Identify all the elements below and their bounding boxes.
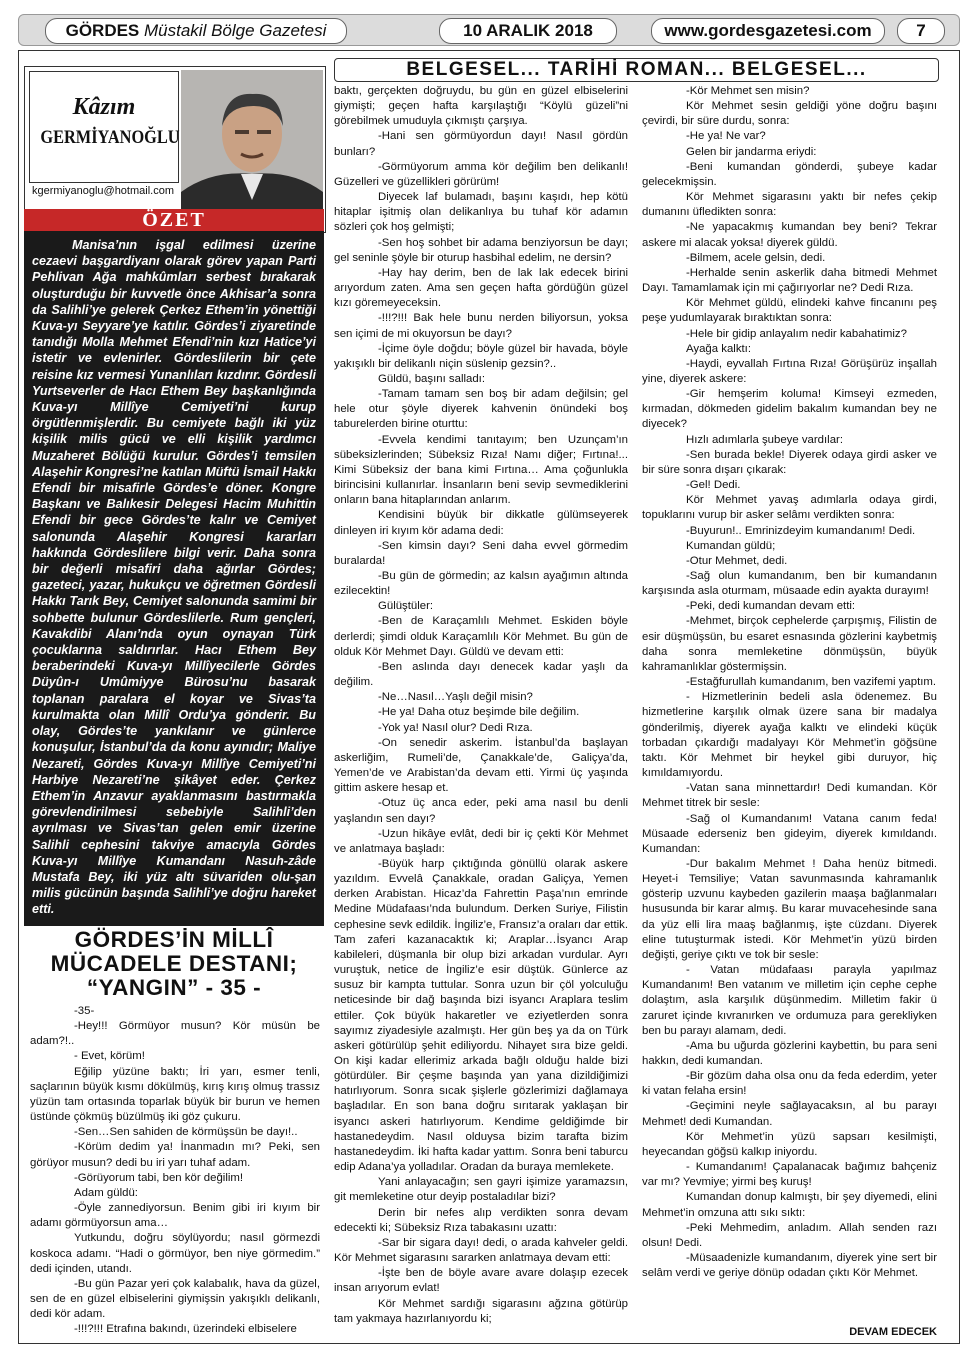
article-paragraph: -Sağ ol Kumandanım! Vatana canım feda! Müsaade ederseniz ben gideyim, diyerek kımıldandı. Kumandan: bbox=[642, 812, 937, 855]
paper-subtitle: Müstakil Bölge Gazetesi bbox=[144, 21, 327, 40]
page-header bbox=[18, 14, 960, 46]
article-paragraph: -Sar bir sigara dayı! dedi, o arada kahveler geldi. Kör Mehmet sigarasını sararken anlatmaya devam etti: bbox=[334, 1236, 628, 1265]
issue-date: 10 ARALIK 2018 bbox=[439, 18, 617, 44]
article-paragraph: -Bilmem, acele gelsin, dedi. bbox=[686, 251, 826, 264]
article-paragraph: Kumandan donup kalmıştı, bir şey diyemedi, elini Mehmet’in omzuna attı sıkı sıktı: bbox=[642, 1191, 937, 1219]
article-paragraph: -Görmüyorum amma kör değilim ben delikanlı! Güzelleri ve güzellikleri görürüm! bbox=[334, 160, 628, 188]
section-banner: BELGESEL... TARİHİ ROMAN... BELGESEL... bbox=[334, 58, 939, 82]
article-paragraph: -Sen kimsin dayı? Seni daha evvel görmedim buralarda! bbox=[334, 539, 628, 567]
author-portrait-icon bbox=[181, 70, 323, 222]
article-paragraph: -Geçimini neyle sağlayacaksın, al bu parayı Mehmet! dedi Kumandan. bbox=[642, 1100, 937, 1128]
series-title-line1: GÖRDES’İN MİLLÎ bbox=[74, 927, 274, 952]
article-paragraph: -Estağfurullah kumandanım, ben vazifemi yaptım. bbox=[686, 676, 937, 689]
page-number: 7 bbox=[897, 18, 945, 44]
article-paragraph: -Ben aslında dayı denecek kadar yaşlı da değilim. bbox=[334, 660, 628, 689]
article-paragraph: -Hele bir gidip anlayalım nedir kabahatimiz? bbox=[686, 327, 907, 340]
article-paragraph: -Hani sen görmüyordun dayı! Nasıl gördün bunları? bbox=[334, 130, 628, 158]
article-paragraph: -He ya! Daha otuz beşimde bile değilim. bbox=[378, 706, 580, 719]
article-paragraph: -Uzun hikâye evlât, dedi bir iç çekti Kör Mehmet ve anlatmaya başladı: bbox=[334, 827, 628, 855]
article-paragraph: - Vatan müdafaası parayla yapılmaz Kumandanım! Ben vatanım ve milletim için cephe cephe dolaştım, asla karşılık düşünmedim. Milletim fakir ü zaruret içinde kıvranırken ve ordumuza para gerekliyken ben bu parayı alamam, dedi. bbox=[642, 964, 937, 1037]
article-paragraph: -İşte ben de böyle avare avare dolaşıp ezecek insan arıyorum evlat! bbox=[334, 1267, 628, 1295]
article-column-2 bbox=[334, 84, 628, 1340]
article-paragraph: -Görüyorum tabi, ben kör değilim! bbox=[74, 1171, 244, 1184]
article-paragraph: -Müsaadenizle kumandanım, diyerek yine sert bir selâm verdi ve geriye dönüp odadan çıktı Kör Mehmet. bbox=[642, 1252, 937, 1280]
article-paragraph: Ayağa kalktı: bbox=[686, 342, 752, 355]
article-paragraph: Güldü, başını salladı: bbox=[378, 372, 486, 385]
article-paragraph: Kör Mehmet yavaş adımlarla odaya girdi, topuklarını vurup bir asker selâmı verdikten sonra: bbox=[642, 494, 937, 522]
article-paragraph: -On senedir askerim. İstanbul’da başlayan askerliğim, Rumeli’de, Çanakkale’de, Galiçya’da, Yemen’de ve Arabistan’da devam etti. Yirmi üç yaşında gittim askere hesap et. bbox=[334, 736, 628, 795]
article-column-1 bbox=[30, 1004, 320, 1336]
summary-title: ÖZET bbox=[24, 209, 324, 231]
article-paragraph: -Körüm dedim ya! İnanmadın mı? Peki, sen görüyor musun? dedi bu iri yarı tuhaf adam. bbox=[30, 1141, 320, 1169]
series-title-line2: MÜCADELE DESTANI; bbox=[50, 951, 298, 976]
article-paragraph: Kör Mehmet güldü, elindeki kahve fincanını peş peşe yudumlayarak bıraktıktan sonra: bbox=[642, 297, 937, 325]
article-paragraph: -Ne…Nasıl…Yaşlı değil misin? bbox=[378, 691, 533, 704]
article-paragraph: -Gel! Dedi. bbox=[686, 479, 741, 492]
article-paragraph: Diyecek laf bulamadı, başını kaşıdı, hep kötü hitaplar işitmiş olan delikanlıya bu tuhaf kör adamın sözleri çok hoş gelmişti; bbox=[334, 191, 628, 234]
article-paragraph: -Ben de Karaçamlılı Mehmet. Eskiden böyle derlerdi; şimdi olduk Karaçamlılı Kör Mehmet. Bu gün de olduk Kör Mehmet Dayı. Güldü ve devam etti: bbox=[334, 615, 628, 658]
article-paragraph: Kumandan güldü; bbox=[686, 539, 776, 552]
continued-note: DEVAM EDECEK bbox=[849, 1326, 937, 1338]
article-paragraph: -Haydi, eyvallah Fırtına Rıza! Görüşürüz inşallah yine, diyerek askere: bbox=[642, 357, 937, 385]
article-column-3 bbox=[642, 84, 937, 1320]
article-paragraph: -Evvela kendimi tanıtayım; ben Uzunçam’ın sübeksizlerinden; Sübeksiz Rıza! Namı diğer; Fırtına!... Kimi Sübeksiz der bana kimi Fırtına… Ama çoğunlukla birincisini kullanırlar. İnsanların beni sevip sevmediklerini onların bana hitaplarından anlarım. bbox=[334, 433, 628, 507]
article-paragraph: -Sağ olun kumandanım, ben bir kumandanın karşısında asla oturmam, müsaade edin ayakta durayım! bbox=[642, 570, 937, 598]
article-paragraph: -Öyle zannediyorsun. Benim gibi iri kıyım bir adamı görmüyorsun ama… bbox=[30, 1202, 320, 1230]
article-paragraph: -Otur Mehmet, dedi. bbox=[686, 554, 788, 567]
article-paragraph: -Ama bu uğurda gözlerini kaybettin, bu para seni hakkın, dedi kumandan. bbox=[642, 1039, 937, 1067]
article-paragraph: -Bu gün Pazar yeri çok kalabalık, hava da güzel, sen de en güzel elbiselerini giymişsin yakışıklı delikanlı, dedi kör adam. bbox=[30, 1277, 320, 1321]
article-paragraph: -Otuz üç anca eder, peki ama nasıl bu denli yaşlandın sen dayı? bbox=[334, 797, 628, 825]
article-paragraph: -Yok ya! Nasıl olur? Dedi Rıza. bbox=[378, 721, 533, 734]
article-paragraph: -Dur bakalım Mehmet ! Daha henüz bitmedi. Heyet-i Temsiliye; Vatan savunmasında kahramanlık gösterip uzvunu kaybeden gazilerin maaşa bağlanmaları hususunda bir karar almış. Bu karar muvacehesinde sana da yüz elli lira maaş bağlanmış, işte cüzdanı. Diyerek eline tutuşturmak istedi. Kör Mehmet’in yüzü birden değişti, geriye çıktı ve tok bir sesle: bbox=[642, 857, 937, 961]
article-paragraph: -Sen…Sen sahiden de körmüşsün be dayı!.. bbox=[74, 1126, 298, 1139]
article-paragraph: -Vatan sana minnettardır! Dedi kumandan. Kör Mehmet titrek bir sesle: bbox=[642, 782, 937, 810]
article-paragraph: Yani anlayacağın; sen gayri işimize yaramazsın, git memleketine otur deyip postaladılar bizi? bbox=[334, 1176, 628, 1204]
article-paragraph: - Hizmetlerinin bedeli asla ödenemez. Bu hizmetlerine karşılık olmak üzere sana bir madalya gönderilmiş, diyerek ayağa kalktı ve elindeki küçük torbadan çıkardığı madalyayı Kör Mehmet’in göğsüne taktı. Kör Mehmet bir heykel gibi duruyor, hiç kımıldamıyordu. bbox=[642, 691, 937, 780]
article-paragraph: -Hey!!! Görmüyor musun? Kör müsün be adam?!.. bbox=[30, 1020, 320, 1048]
author-last-name: GERMİYANOĞLU bbox=[40, 127, 180, 148]
article-paragraph: -Herhalde senin askerlik daha bitmedi Mehmet Dayı. Tamamlamak için mi çağırıyorlar ne? Dedi Rıza. bbox=[642, 266, 937, 295]
summary-box bbox=[24, 231, 324, 926]
article-paragraph: -Peki Mehmedim, anladım. Allah senden razı olsun! Dedi. bbox=[642, 1221, 937, 1249]
article-paragraph: -Bir gözüm daha olsa onu da feda ederdim, yeter ki vatan felaha ersin! bbox=[642, 1070, 937, 1098]
paper-name: GÖRDES bbox=[65, 21, 140, 40]
article-paragraph: -Gir hemşerim koluma! Kimseyi ezmeden, kırmadan, dökmeden gidelim bakalım kumandan bey ne diyecek? bbox=[642, 388, 937, 431]
article-paragraph: Gülüştüler: bbox=[378, 600, 434, 613]
article-paragraph: -İçime öyle doğdu; böyle güzel bir havada, böyle yakışıklı bir delikanlı niçin süslenip gezsin?.. bbox=[334, 342, 628, 370]
article-paragraph: Kör Mehmet sesin geldiği yöne doğru başını çevirdi, bir süre durdu, sonra: bbox=[642, 100, 937, 128]
article-paragraph: -Ne yapacakmış kumandan bey beni? Tekrar askere mi alacak yoksa! diyerek güldü. bbox=[642, 221, 937, 249]
article-paragraph: Yutkundu, doğru söylüyordu; nasıl görmezdi koskoca adamı. “Hadi o görmüyor, ben niye görmedim.” dedi içinden, utandı. bbox=[30, 1232, 320, 1275]
article-paragraph: -Sen burada bekle! Diyerek odaya girdi asker ve bir süre sonra dışarı çıkarak: bbox=[642, 448, 937, 476]
article-paragraph: baktı, gerçekten doğruydu, bu gün en güzel elbiselerini giymişti; geçen hafta karşılaştığı “Köylü güzeli”ni görebilmek umuduyla çıkmıştı çarşıya. bbox=[334, 85, 628, 128]
article-paragraph: Kör Mehmet’in yüzü sapsarı kesilmişti, heyecandan göğsü kalkıp iniyordu. bbox=[642, 1130, 937, 1158]
article-paragraph: -Sen hoş sohbet bir adama benziyorsun be dayı; gel seninle şöyle bir oturup hasbihal edelim, ne dersin? bbox=[334, 236, 628, 264]
article-paragraph: - Evet, körüm! bbox=[74, 1050, 145, 1063]
article-paragraph: Kör Mehmet sigarasını yaktı bir nefes çekip dumanını üfledikten sonra: bbox=[642, 191, 937, 219]
author-first-name: Kâzım bbox=[72, 94, 136, 120]
series-title bbox=[24, 928, 324, 1000]
article-paragraph: -Buyurun!.. Emrinizdeyim kumandanım! Dedi. bbox=[686, 524, 916, 537]
article-paragraph: -Tamam tamam sen boş bir adam değilsin; gel hele otur şöyle diyerek kahvenin önündeki boş taburelerden birine oturttu: bbox=[334, 388, 628, 431]
article-paragraph: -Kör Mehmet sen misin? bbox=[686, 85, 810, 97]
article-paragraph: -He ya! Ne var? bbox=[686, 130, 766, 143]
article-paragraph: Derin bir nefes alıp verdikten sonra devam edecekti ki; Sübeksiz Rıza tabakasını uzattı: bbox=[334, 1206, 628, 1234]
article-paragraph: -Mehmet, birçok cephelerde çarpışmış, Filistin de esir düşmüşsün, bu esaret esnasında gözlerini kaybetmiş daha sonra memleketine dönmüşsün, büyük kahramanlıklar göstermişsin. bbox=[642, 615, 937, 673]
series-title-line3: “YANGIN” - 35 - bbox=[86, 975, 262, 1000]
article-paragraph: -Peki, dedi kumandan devam etti: bbox=[686, 600, 856, 613]
article-paragraph: -Beni kumandan gönderdi, şubeye kadar gelecekmişsin. bbox=[642, 160, 937, 188]
article-paragraph: Kendisini büyük bir dikkatle gülümseyerek dinleyen iri kıyım kör adama dedi: bbox=[334, 509, 628, 537]
website-url[interactable]: www.gordesgazetesi.com bbox=[651, 18, 885, 44]
article-paragraph: -Bu gün de görmedin; az kalsın ayağımın altında ezilecektin! bbox=[334, 570, 628, 598]
article-paragraph: -Büyük harp çıktığında gönüllü olarak askere yazıldım. Evvelâ Çanakkale, oradan Galiçya, Yemen derken Arabistan. Hicaz’da Fahrettin Paşa’nın emrinde Medine Müdafaası’nda bulundum. Derken Suriye, Filistin cephesine sevk edildik. İngiliz’e, Fransız’a oraları dar ettik. Tam zaferi kazanacaktık ki; Araplar…İsyancı Arap kabileleri, düşmanla bir olup bizi arkadan vurdular. Ayrı vuruştuk, netice de İngiliz’e esir düştük. Günlerce az susuz bir kampta tuttular. Sonra uzun bir çöl yolculuğu neticesinde bir dağ başında bizi isyancı Araplara teslim ettiler. Çok büyük hakaretler ve eziyetlerden sonra sayımız ziyadesiyle azalmıştı. Her gün beş ya da on Türk askeri götürülüp şehit ediliyordu. Nihayet sıra bize geldi. On kişi kadar ellerimiz arkada bağlı olduğu halde bizi götürdüler. Bir çeşme başında yan yana dizildiğimizi hatırlıyorum. Sonra sıcak şişlerle gözlerimizi dağlamaya başladılar. En son bana doğru sırıtarak yaklaşan bir isyancı askeri hatırlıyorum. Kendime geldiğimde bir hastanedeydim. Nasıl olduysa bizim tarafta bizim hastanedeydim. İki hafta kadar yattım. Sonra beni taburcu edip Adana’ya yolladılar. Oradan da buraya memlekete. bbox=[334, 857, 628, 1174]
author-name-box bbox=[29, 71, 179, 183]
article-paragraph: -!!!?!!! Etrafına bakındı, üzerindeki elbiselere bbox=[74, 1323, 297, 1336]
summary-text: Manisa’nın işgal edilmesi üzerine cezaevi başgardiyanı olarak görev yapan Parti Pehlivan Ağa mahkûmları serbest bırakarak oluşturduğu bir kuvvetle önce Akhisar’a sonra da Salihli’ye gelerek Çerkez Ethem’in yönettiği Kuva-yı Seyyare’ye katılır. Gördes’i ziyaretinde tanıdığı Molla Mehmet Efendi’nin kızı Hatice’yi istetir ve evlenirler. Gördeslilerin bir çete reisine kız vermesi Yunanlıları kızdırır. Gördesli Yurtseverler de Hacı Ethem Bey başkanlığında Kuva-yı Millîye Cemiyeti’ni kurup örgütlenmişlerdir. Bu cemiyete bağlı iki yüz kişilik milis gücü ve elli kişilik yardımcı Muzaheret Bölüğü kurulur. Gördes’i temsilen Alaşehir Kongresi’ne katılan Müftü İsmail Hakkı Efendi bir misafirle Gördes’e döner. Kongre Başkanı ve Balıkesir Delegesi Hacim Muhittin Efendi bir gece Gördes’te kalır ve Cemiyet salonunda Alaşehir Kongresi kararları hakkında Gördeslilere bilgi verir. Daha sonra bir değerli misafiri daha ağırlar Gördes; gazeteci, yazar, hukukçu ve öğretmen Gördesli Hakkı Tarık Bey, Cemiyet salonunda samimi bir sohbette bulunur Gördeslilerle. Rum gençleri, Kavakdibi Alanı’nda oyun oynayan Türk çocuklarına saldırırlar. Hacı Ethem Bey beraberindeki Kuva-yı Millîyecilerle Gördes Düyûn-ı Umûmiyye Bürosu’nu basarak toplanan paralara el koyar ve Sivas’ta kurulmakta olan Millî Ordu’ya gönderir. Bu olay, Gördes’te yankılanır ve günlerce konuşulur, İstanbul’da da konu ayınıdır; Maliye Nezareti, Gördes Kuva-yı Millîye Cemiyeti’ni Harbiye Nezareti’ne şikâyet eder. Çerkez Ethem’in Anzavur ayaklanmasını bastırmakla görevlendirilmesi sebebiyle Salihli’den ayrılması ve Sivas’tan gelen emir üzerine Salihli cephesini takviye amacıyla Gördes Kuva-yı Millîye Kumandanı Nasuh-zâde Mustafa Bey, iki yüz altı süvariden olu-şan milis gücünün başında Salihli’ye doğru hareket etti. bbox=[32, 238, 316, 917]
author-photo bbox=[181, 70, 323, 222]
article-paragraph: Adam güldü: bbox=[74, 1186, 138, 1199]
article-paragraph: -!!!?!!! Bak hele bunu nerden biliyorsun, yoksa sen içimi de mi okuyorsun be dayı? bbox=[334, 312, 628, 340]
article-paragraph: Hızlı adımlarla şubeye vardılar: bbox=[686, 433, 843, 446]
author-email[interactable]: kgermiyanoglu@hotmail.com bbox=[31, 185, 174, 197]
article-paragraph: Kör Mehmet sardığı sigarasını ağzına götürüp tam yakmaya hazırlanıyordu ki; bbox=[334, 1297, 628, 1325]
article-paragraph: Eğilip yüzüne baktı; İri yarı, esmer tenli, saçlarının büyük kısmı dökülmüş, kırış kırış olmuş trassız yüzün tam ortasında toparlak büyük bir burun ve hemen üstünde çökmüş büzülmüş iki göz çukuru. bbox=[30, 1065, 320, 1124]
article-paragraph: -35- bbox=[74, 1005, 95, 1017]
article-paragraph: - Kumandanım! Çapalanacak bağımız bahçeniz var mı? Yevmiye; yirmi beş kuruş! bbox=[642, 1161, 937, 1189]
article-paragraph: -Hay hay derim, ben de lak lak edecek birini arıyordum zaten. Ama sen geçen hafta gördüğün güzel kızı göremeyeceksin. bbox=[334, 266, 628, 310]
article-paragraph: Gelen bir jandarma eriydi: bbox=[686, 145, 817, 158]
author-box bbox=[24, 66, 326, 233]
paper-title bbox=[45, 18, 347, 44]
